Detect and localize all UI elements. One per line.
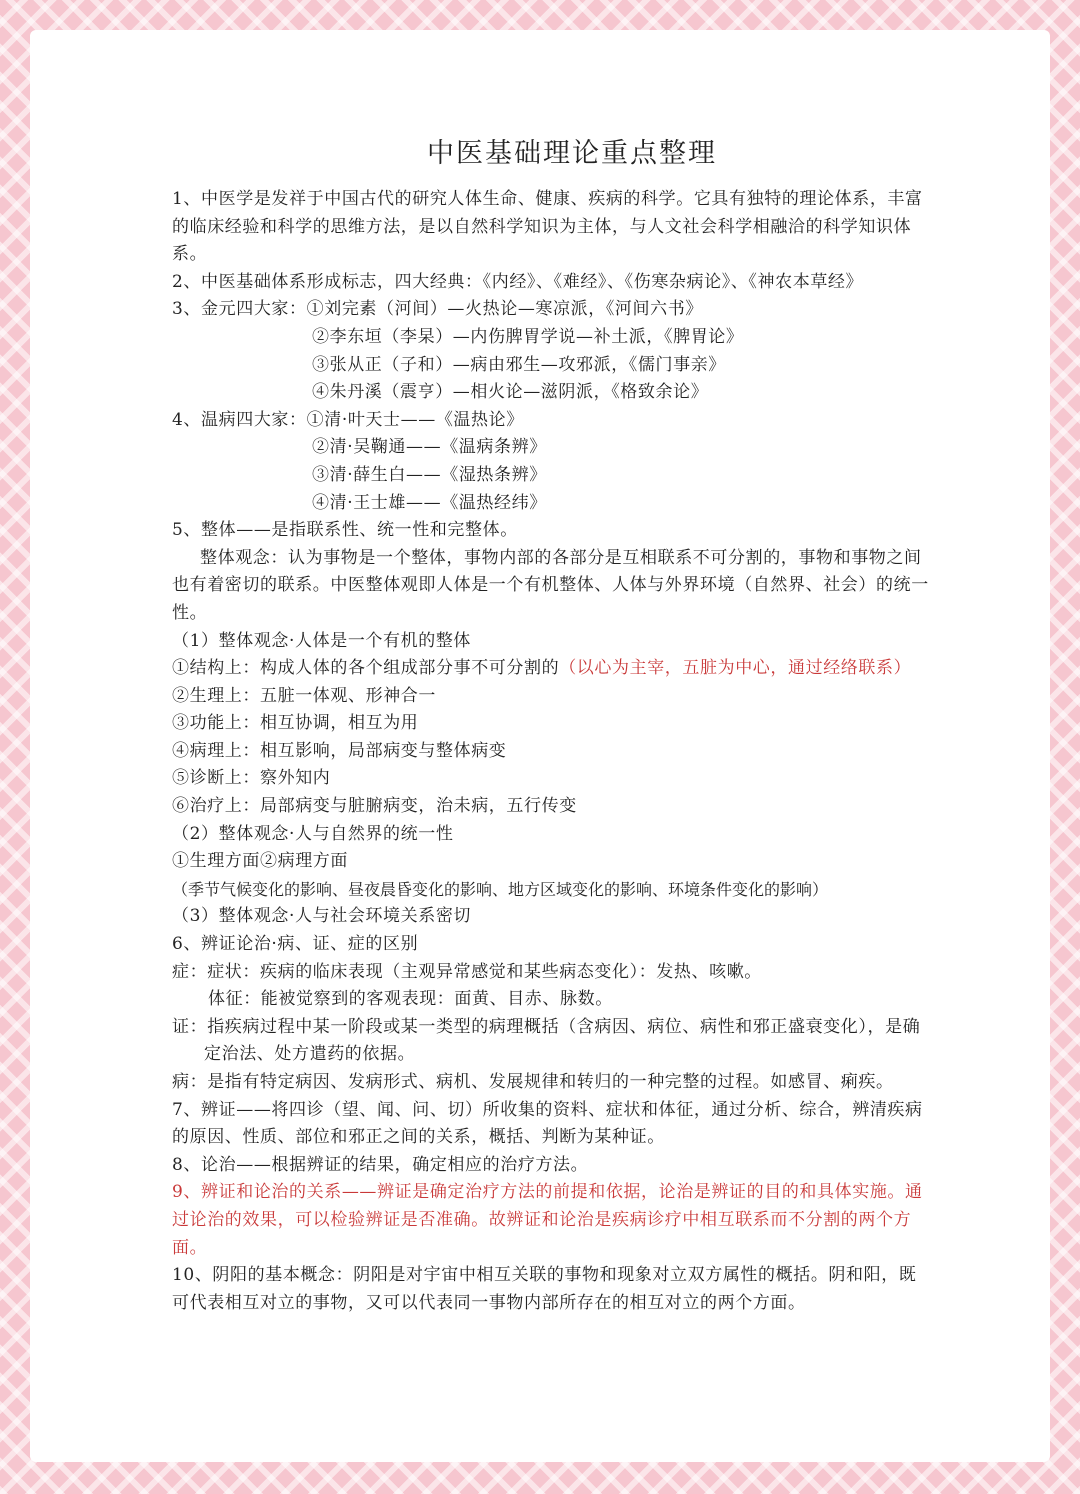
structure-text: ①结构上：构成人体的各个组成部分事不可分割的	[172, 658, 560, 679]
list-item: ②李东垣（李杲）—内伤脾胃学说—补土派，《脾胃论》	[312, 326, 744, 347]
paragraph-5-concept: 整体观念：认为事物是一个整体，事物内部的各部分是互相联系不可分割的，事物和事物之间也有着密切的联系。中医整体观即人体是一个有机整体、人体与外界环境（自然界、社会）的统一性。	[172, 547, 929, 623]
subheading-5-3: （3）整体观念·人与社会环境关系密切	[172, 906, 472, 927]
section-3-label: 3、金元四大家：	[172, 299, 307, 320]
list-item: ③功能上：相互协调，相互为用	[172, 713, 419, 734]
sign-line: 体征：能被觉察到的客观表现：面黄、目赤、脉数。	[208, 989, 613, 1010]
paragraph-5: 5、整体——是指联系性、统一性和完整体。	[172, 520, 518, 541]
list-item: （季节气候变化的影响、昼夜晨昏变化的影响、地方区域变化的影响、环境条件变化的影响）	[172, 879, 829, 899]
paragraph-10: 10、阴阳的基本概念：阴阳是对宇宙中相互关联的事物和现象对立双方属性的概括。阴和阳，既可代表相互对立的事物，又可以代表同一事物内部所存在的相互对立的两个方面。	[172, 1265, 917, 1313]
page-title: 中医基础理论重点整理	[427, 138, 717, 169]
symptom-line: 症：症状：疾病的临床表现（主观异常感觉和某些病态变化）：发热、咳嗽。	[172, 961, 762, 982]
list-item: ④清·王士雄——《温热经纬》	[312, 492, 547, 513]
list-item: ①生理方面②病理方面	[172, 851, 348, 872]
syndrome-line: 证：指疾病过程中某一阶段或某一类型的病理概括（含病因、病位、病性和邪正盛衰变化），是确定治法、处方遣药的依据。	[172, 1016, 921, 1065]
list-item: ③张从正（子和）—病由邪生—攻邪派，《儒门事亲》	[312, 354, 726, 375]
paragraph-2: 2、中医基础体系形成标志，四大经典：《内经》、《难经》、《伤寒杂病论》、《神农本草经》	[172, 271, 864, 292]
paragraph-6: 6、辨证论治·病、证、症的区别	[172, 934, 419, 955]
list-item: ④病理上：相互影响，局部病变与整体病变	[172, 740, 507, 761]
structure-highlight: （以心为主宰，五脏为中心，通过经络联系）	[559, 658, 912, 679]
paragraph-5-1a	[172, 655, 932, 683]
list-item: ②清·吴鞠通——《温病条辨》	[312, 437, 547, 458]
subheading-5-1: （1）整体观念·人体是一个有机的整体	[172, 630, 472, 651]
disease-line: 病：是指有特定病因、发病形式、病机、发展规律和转归的一种完整的过程。如感冒、痢疾。	[172, 1072, 894, 1092]
list-item: ①刘完素（河间）—火热论—寒凉派，《河间六书》	[306, 299, 703, 320]
paragraph-3	[172, 296, 932, 324]
list-item: ⑥治疗上：局部病变与脏腑病变，治未病，五行传变	[172, 796, 577, 817]
paragraph-4	[172, 407, 932, 435]
paragraph-1: 1、中医学是发祥于中国古代的研究人体生命、健康、疾病的科学。它具有独特的理论体系，丰富的临床经验和科学的思维方法，是以自然科学知识为主体，与人文社会科学相融洽的科学知识体系。	[172, 189, 923, 265]
list-item: ③清·薛生白——《湿热条辨》	[312, 464, 547, 485]
paper-sheet	[30, 30, 1050, 1462]
paragraph-8: 8、论治——根据辨证的结果，确定相应的治疗方法。	[172, 1154, 589, 1175]
document-body	[172, 134, 932, 1317]
paragraph-7: 7、辨证——将四诊（望、闻、问、切）所收集的资料、症状和体征，通过分析、综合，辨清疾病的原因、性质、部位和邪正之间的关系，概括、判断为某种证。	[172, 1099, 923, 1148]
paragraph-9: 9、辨证和论治的关系——辨证是确定治疗方法的前提和依据，论治是辨证的目的和具体实施。通过论治的效果，可以检验辨证是否准确。故辨证和论治是疾病诊疗中相互联系而不分割的两个方面。	[172, 1182, 923, 1258]
list-item: ④朱丹溪（震亨）—相火论—滋阴派，《格致余论》	[312, 382, 709, 403]
list-item: ⑤诊断上：察外知内	[172, 768, 331, 789]
list-item: ①清·叶天士——《温热论》	[306, 409, 524, 430]
subheading-5-2: （2）整体观念·人与自然界的统一性	[172, 823, 454, 844]
section-4-label: 4、温病四大家：	[172, 409, 307, 430]
list-item: ②生理上：五脏一体观、形神合一	[172, 685, 436, 706]
